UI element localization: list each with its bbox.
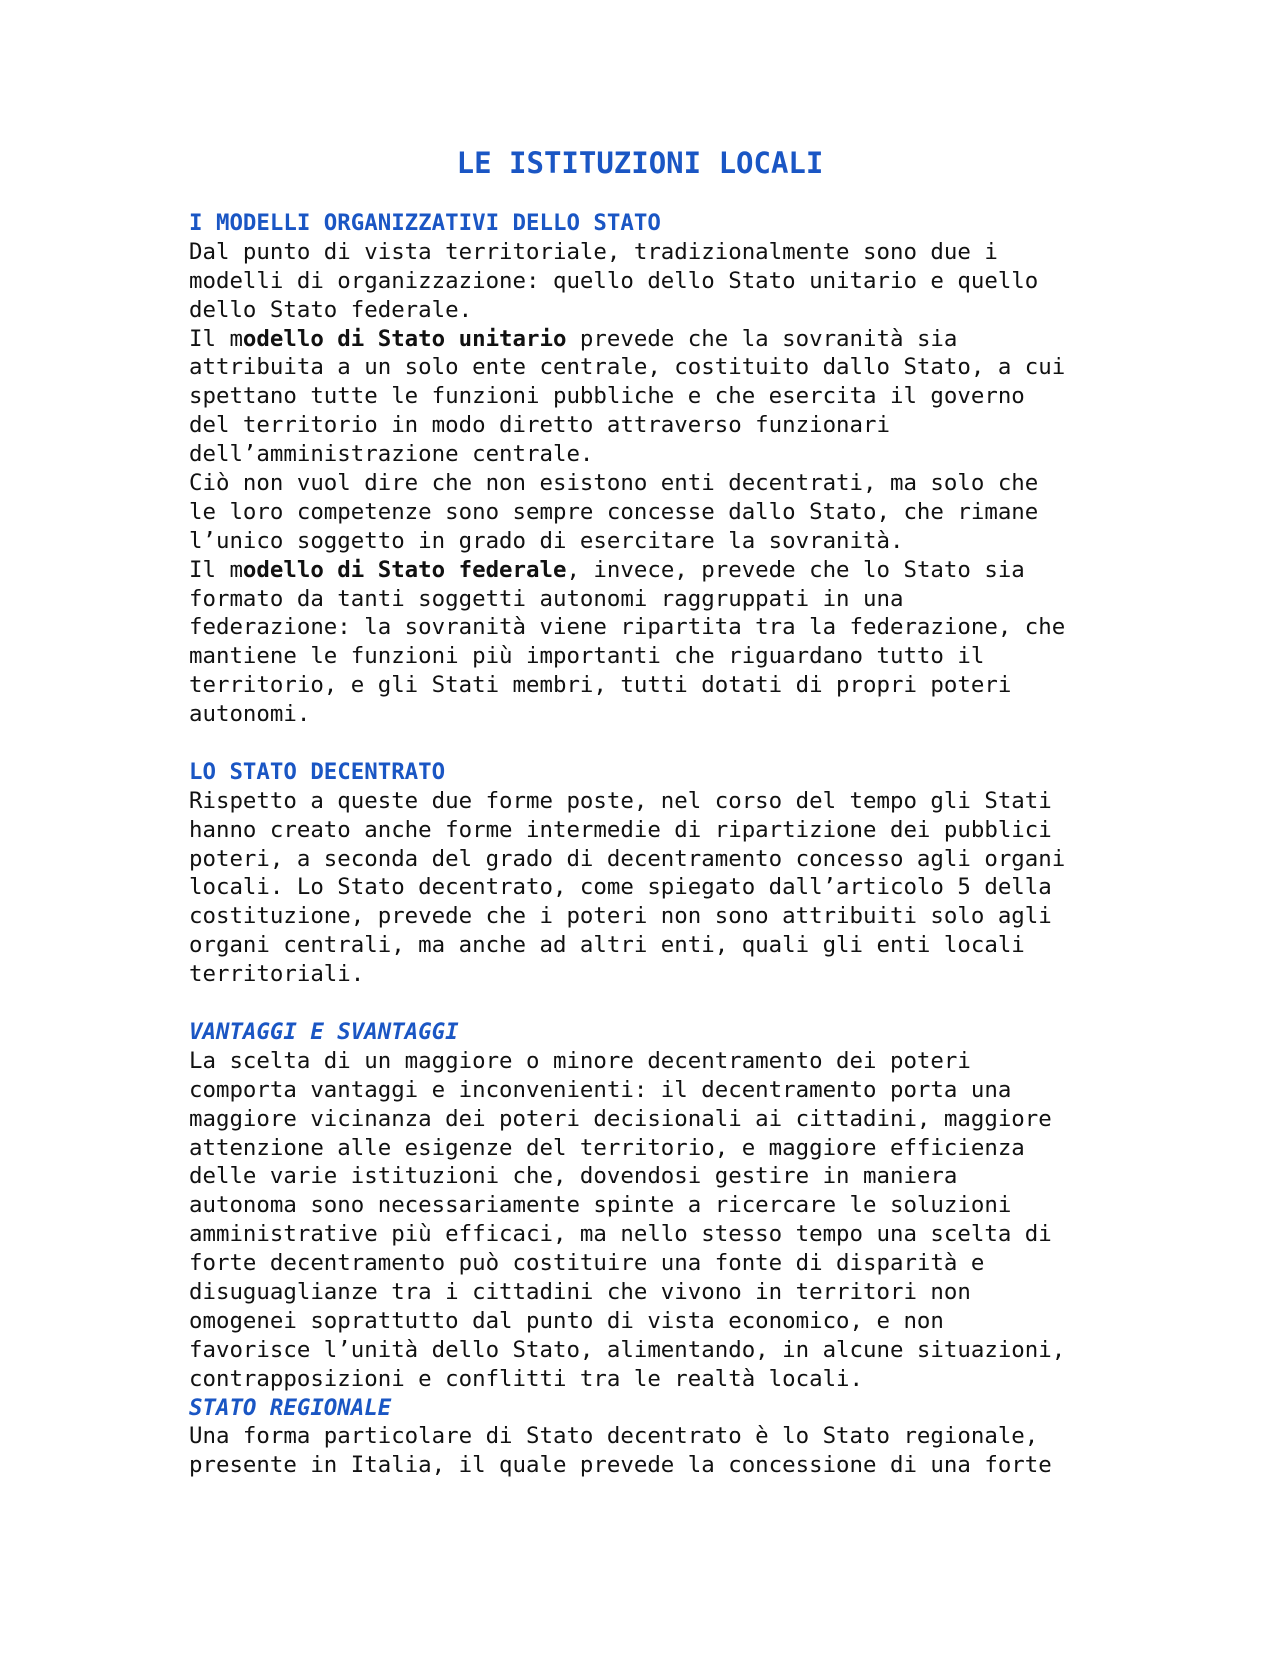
text-line: Rispetto a queste due forme poste, nel corso del tempo gli Stati (189, 787, 1052, 814)
text-line: dell’amministrazione centrale. (189, 441, 594, 468)
text-line: amministrative più efficaci, ma nello stesso tempo una scelta di (189, 1221, 1052, 1248)
text-line: formato da tanti soggetti autonomi raggruppati in una (189, 585, 904, 612)
text-fragment: prevede che la sovranità sia (566, 325, 958, 352)
text-line: le loro competenze sono sempre concesse dallo Stato, che rimane (189, 498, 1039, 525)
section-heading-regionale: STATO REGIONALE (189, 1394, 392, 1421)
paragraph-enti-decentrati (189, 469, 1229, 556)
blank-line (189, 729, 1229, 758)
text-line: presente in Italia, il quale prevede la concessione di una forte (189, 1452, 1052, 1479)
text-line: spettano tutte le funzioni pubbliche e che esercita il governo (189, 383, 1025, 410)
text-line: autonomi. (189, 701, 311, 728)
text-line: hanno creato anche forme intermedie di ripartizione dei pubblici (189, 816, 1052, 843)
text-line: federazione: la sovranità viene ripartita tra la federazione, che (189, 614, 1066, 641)
section-heading-decentrato: LO STATO DECENTRATO (189, 758, 446, 785)
text-line: poteri, a seconda del grado di decentramento concesso agli organi (189, 845, 1066, 872)
text-line: Ciò non vuol dire che non esistono enti decentrati, ma solo che (189, 470, 1039, 497)
text-line: Una forma particolare di Stato decentrato è lo Stato regionale, (189, 1423, 1039, 1450)
text-line: delle varie istituzioni che, dovendosi gestire in maniera (189, 1163, 958, 1190)
text-line: favorisce l’unità dello Stato, alimentando, in alcune situazioni, (189, 1336, 1066, 1363)
text-line: dello Stato federale. (189, 296, 473, 323)
document-title: LE ISTITUZIONI LOCALI (456, 146, 824, 180)
text-line: l’unico soggetto in grado di esercitare la sovranità. (189, 527, 904, 554)
paragraph-modelli-intro (189, 238, 1229, 325)
paragraph-vantaggi-svantaggi (189, 1047, 1229, 1394)
text-line: forte decentramento può costituire una fonte di disparità e (189, 1250, 985, 1277)
blank-line (189, 989, 1229, 1018)
text-line (189, 556, 1229, 585)
text-line: attribuita a un solo ente centrale, costituito dallo Stato, a cui (189, 354, 1066, 381)
text-line: Dal punto di vista territoriale, tradizionalmente sono due i (189, 238, 998, 265)
text-line: La scelta di un maggiore o minore decentramento dei poteri (189, 1047, 971, 1074)
document-body (189, 209, 1229, 1480)
paragraph-stato-decentrato (189, 787, 1229, 989)
text-line (189, 325, 1229, 354)
text-fragment: Il m (189, 556, 243, 583)
text-line: territorio, e gli Stati membri, tutti dotati di propri poteri (189, 672, 1012, 699)
text-line: contrapposizioni e conflitti tra le realtà locali. (189, 1365, 864, 1392)
text-line: costituzione, prevede che i poteri non sono attribuiti solo agli (189, 903, 1052, 930)
text-line: omogenei soprattutto dal punto di vista economico, e non (189, 1307, 944, 1334)
section-heading-modelli: I MODELLI ORGANIZZATIVI DELLO STATO (189, 210, 661, 236)
text-fragment: Il m (189, 325, 243, 352)
text-line: del territorio in modo diretto attraverso funzionari (189, 412, 890, 439)
section-heading-vantaggi: VANTAGGI E SVANTAGGI (189, 1018, 459, 1045)
bold-term-stato-federale: odello di Stato federale (242, 556, 567, 583)
text-line: attenzione alle esigenze del territorio, e maggiore efficienza (189, 1134, 1025, 1161)
text-line: maggiore vicinanza dei poteri decisionali ai cittadini, maggiore (189, 1105, 1052, 1132)
text-line: locali. Lo Stato decentrato, come spiegato dall’articolo 5 della (189, 874, 1052, 901)
paragraph-stato-federale (189, 556, 1229, 729)
paragraph-stato-regionale (189, 1422, 1229, 1480)
paragraph-stato-unitario (189, 325, 1229, 469)
bold-term-stato-unitario: odello di Stato unitario (242, 325, 567, 352)
text-fragment: , invece, prevede che lo Stato sia (566, 556, 1025, 583)
text-line: territoriali. (189, 961, 365, 988)
text-line: organi centrali, ma anche ad altri enti, quali gli enti locali (189, 932, 1025, 959)
text-line: modelli di organizzazione: quello dello Stato unitario e quello (189, 267, 1039, 294)
text-line: comporta vantaggi e inconvenienti: il decentramento porta una (189, 1076, 1012, 1103)
text-line: mantiene le funzioni più importanti che riguardano tutto il (189, 643, 985, 670)
text-line: autonoma sono necessariamente spinte a ricercare le soluzioni (189, 1192, 1012, 1219)
text-line: disuguaglianze tra i cittadini che vivono in territori non (189, 1278, 971, 1305)
